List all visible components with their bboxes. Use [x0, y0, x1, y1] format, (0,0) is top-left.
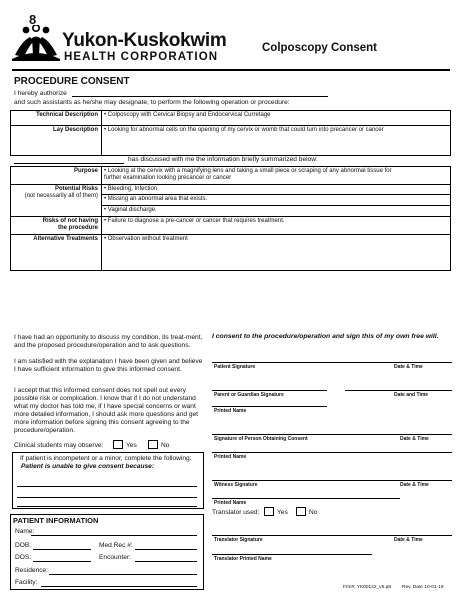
incompetent-note: If patient is incompetent or a minor, complete the following: — [20, 455, 192, 462]
logo-number: 8 — [29, 12, 37, 27]
translator-printed-name-label: Translator Printed Name — [214, 556, 272, 562]
residence-field[interactable] — [49, 574, 197, 575]
students-yes-label: Yes — [126, 442, 137, 449]
risks-not-having-label: Risks of not having — [42, 218, 98, 224]
org-name: Yukon-Kuskokwim — [62, 30, 227, 51]
potential-risks-sublabel: (not necessarily all of them) — [24, 193, 98, 200]
students-yes-checkbox[interactable] — [113, 440, 123, 449]
translator-used-label: Translator used: — [212, 509, 260, 516]
med-rec-field[interactable] — [135, 549, 197, 550]
consent-statement: I consent to the procedure/operation and sign this of my own free will. — [212, 333, 439, 340]
dob-field[interactable] — [33, 549, 91, 550]
header-divider — [12, 69, 450, 71]
residence-label: Residence: — [15, 567, 48, 574]
guardian-signature-label: Parent or Guardian Signature — [214, 392, 284, 398]
org-subtitle: HEALTH CORPORATION — [64, 51, 219, 63]
procedure-consent-title: PROCEDURE CONSENT — [14, 76, 130, 87]
statement-accept: I accept that this informed consent does not spell out every possible risk or complication. I know that if I do not understand what my doctor has told me, if I have special concerns or want more detailed information, I should ask more questions and get more information before signing this consent agreeing to the procedure/operation. — [14, 387, 198, 435]
facility-field[interactable] — [41, 586, 197, 587]
translator-yes-label: Yes — [277, 509, 288, 516]
patient-signature-line[interactable] — [212, 362, 452, 363]
dob-label: DOB: — [15, 542, 32, 549]
guardian-date-label: Date and Time — [394, 392, 429, 398]
table-row — [11, 234, 451, 270]
information-table — [10, 166, 451, 271]
obtaining-consent-date-label: Date & Time — [400, 436, 429, 442]
translator-printed-name-line[interactable] — [212, 554, 372, 555]
encounter-label: Encounter: — [99, 554, 131, 561]
procedure-description-table — [10, 110, 451, 156]
translator-yes-checkbox[interactable] — [264, 507, 274, 516]
authorize-text: I hereby authorize — [14, 90, 67, 97]
reason-line-1[interactable] — [17, 486, 197, 487]
table-row — [11, 217, 451, 235]
risk-item: • Bleeding, Infection — [102, 185, 450, 195]
name-label: Name: — [15, 528, 35, 535]
table-row — [11, 111, 451, 126]
potential-risks-label: Potential Risks — [54, 186, 98, 192]
incompetent-patient-box — [12, 452, 204, 509]
table-row — [11, 185, 451, 217]
table-row — [11, 167, 451, 185]
risk-item: • Missing an abnormal area that exists. — [102, 195, 450, 205]
dos-field[interactable] — [33, 561, 91, 562]
risks-not-having-value: • Failure to diagnose a pre-cancer or cancer that requires treatment. — [102, 217, 451, 235]
guardian-printed-name-line[interactable] — [212, 406, 327, 407]
form-number: Frm#: YK00142_v5.p8 — [343, 585, 391, 590]
guardian-signature-line[interactable] — [212, 390, 327, 391]
guardian-date-line[interactable] — [345, 390, 452, 391]
translator-no-label: No — [309, 509, 318, 516]
table-row — [11, 126, 451, 156]
translator-signature-line[interactable] — [212, 535, 452, 536]
translator-no-checkbox[interactable] — [296, 507, 306, 516]
translator-signature-label: Translator Signature — [214, 537, 263, 543]
facility-label: Facility: — [15, 579, 38, 586]
guardian-printed-name-label: Printed Name — [214, 408, 247, 414]
patient-date-label: Date & Time — [394, 364, 423, 370]
alternative-treatments-label: Alternative Treatments — [11, 234, 102, 270]
risk-item: • Vaginal discharge. — [104, 206, 157, 213]
discussed-text: has discussed with me the information briefly summarized below: — [128, 156, 318, 163]
revision-date: Rev. Date 10-01-19 — [402, 585, 444, 590]
patient-signature-label: Patient Signature — [214, 364, 256, 370]
physician-name-field[interactable] — [72, 96, 328, 97]
patient-information-box — [10, 514, 204, 590]
witness-date-label: Date & Time — [400, 482, 429, 488]
obtaining-consent-signature-label: Signature of Person Obtaining Consent — [214, 436, 308, 442]
alternative-treatments-value: • Observation without treatment — [102, 234, 451, 270]
reason-line-2[interactable] — [17, 497, 197, 498]
technical-description-label: Technical Description — [11, 111, 102, 126]
obtaining-printed-name-line[interactable] — [212, 452, 452, 453]
name-field[interactable] — [31, 535, 197, 536]
logo-people-icon — [12, 25, 60, 61]
translator-date-label: Date & Time — [394, 537, 423, 543]
risks-not-having-label-2: the procedure — [57, 225, 98, 232]
encounter-field[interactable] — [135, 561, 197, 562]
purpose-label: Purpose — [11, 167, 102, 185]
document-title: Colposcopy Consent — [262, 42, 378, 54]
purpose-line: • Looking at the cervix with a magnifying lens and taking a small piece or scraping of any abnormal tissue for — [104, 168, 392, 174]
witness-printed-name-line[interactable] — [212, 498, 400, 499]
unable-consent-label: Patient is unable to give consent because: — [21, 463, 155, 470]
med-rec-label: Med Rec #: — [99, 542, 133, 549]
reason-line-3[interactable] — [17, 506, 197, 507]
witness-printed-name-label: Printed Name — [214, 500, 247, 506]
clinical-students-label: Clinical students may observe: — [14, 442, 104, 449]
statement-discussion: I have had an opportunity to discuss my condition, its treat-ment, and the proposed procedure/operation and to ask questions. — [14, 334, 203, 350]
discussing-physician-field[interactable] — [14, 163, 124, 164]
purpose-line: further examination looking precancer or cancer — [104, 175, 232, 182]
obtaining-consent-signature-line[interactable] — [212, 434, 452, 435]
technical-description-value: • Colposcopy with Cervical Biopsy and Endocervical Curretage — [102, 111, 451, 126]
statement-satisfied: I am satisfied with the explanation I have been given and believe I have sufficient information to give this informed consent. — [14, 358, 203, 374]
dos-label: DOS: — [15, 554, 32, 561]
witness-signature-line[interactable] — [212, 480, 452, 481]
lay-description-label: Lay Description — [11, 126, 102, 156]
patient-info-title: PATIENT INFORMATION — [13, 516, 99, 525]
students-no-checkbox[interactable] — [148, 440, 158, 449]
students-no-label: No — [161, 442, 170, 449]
lay-description-value: • Looking for abnormal cells on the opening of my cervix or womb that could turn into precancer or cancer — [102, 126, 451, 156]
assistants-text: and such assistants as he/she may designate, to perform the following operation or procedure: — [14, 99, 290, 106]
witness-signature-label: Witness Signature — [214, 482, 258, 488]
obtaining-printed-name-label: Printed Name — [214, 454, 247, 460]
